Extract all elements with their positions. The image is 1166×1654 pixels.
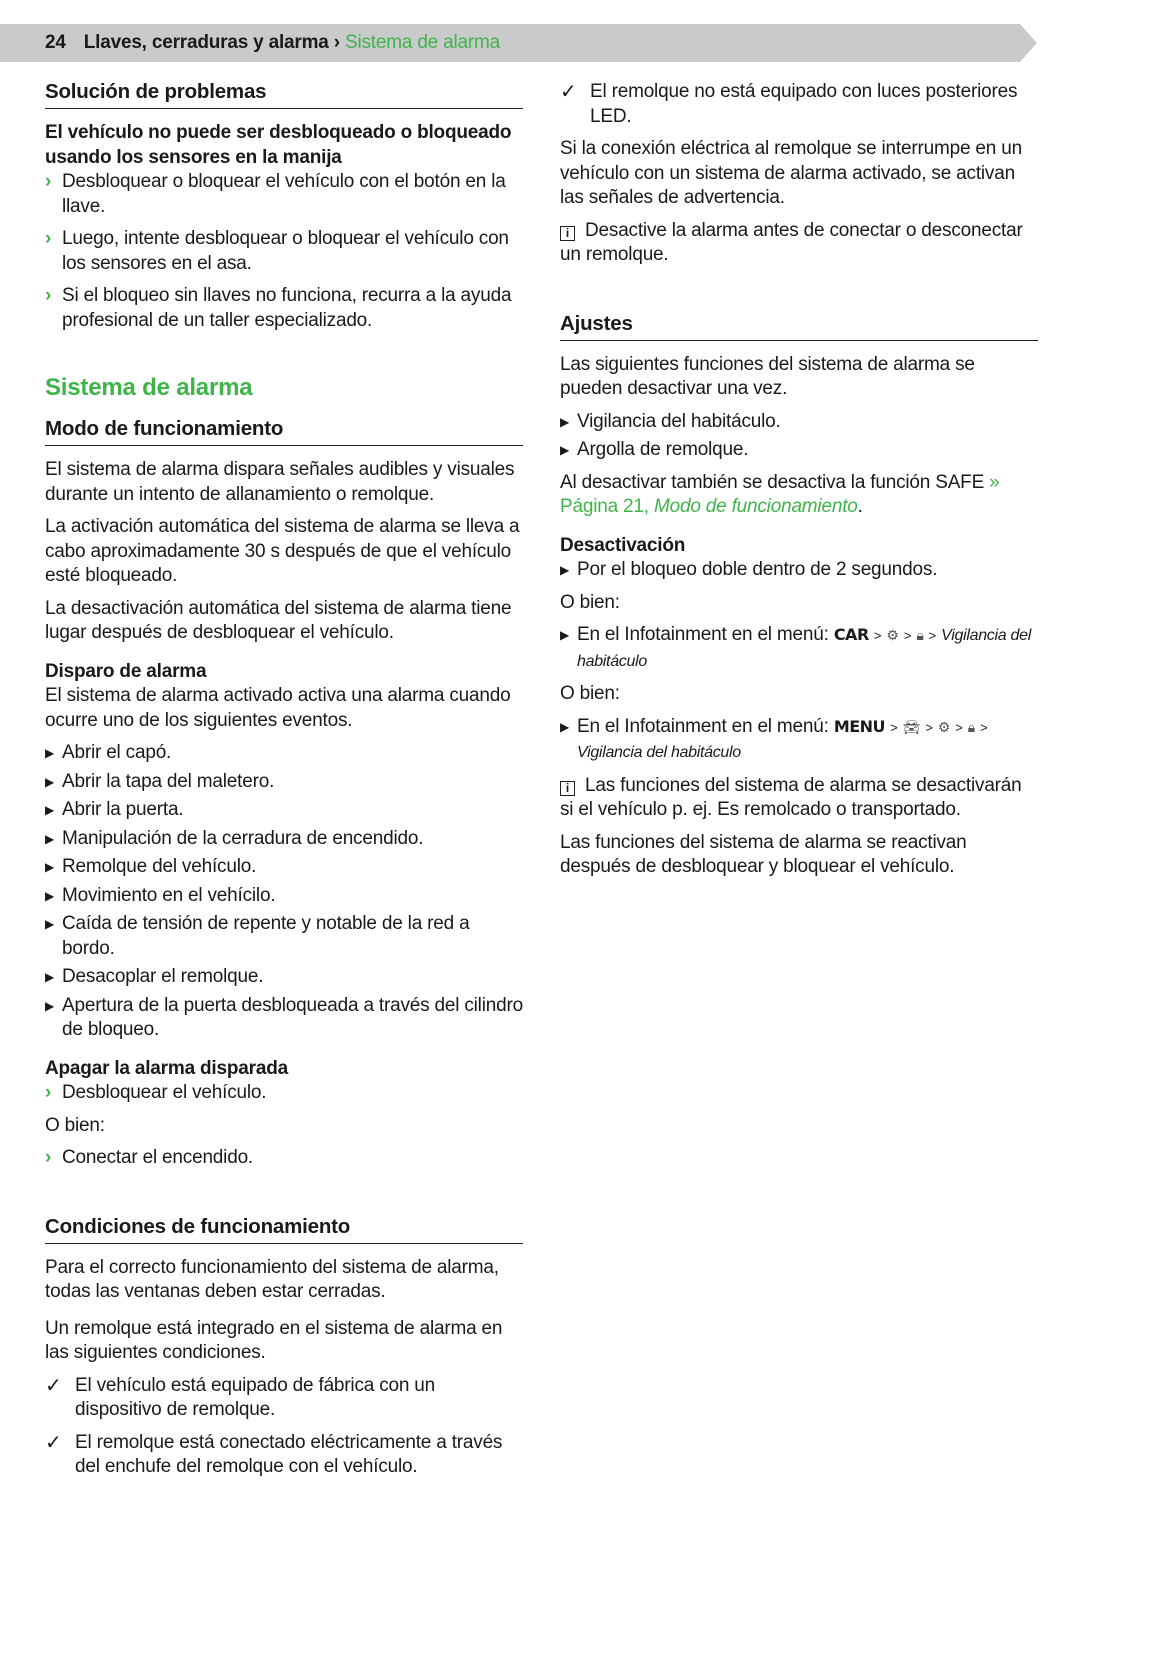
paragraph	[560, 471, 1038, 520]
triangle-bullet-icon: ▶	[45, 774, 55, 789]
path-separator: >	[980, 719, 988, 735]
item-text: Por el bloqueo doble dentro de 2 segundos.	[577, 559, 938, 580]
trigger-event-item	[45, 994, 523, 1043]
menu-intro: En el Infotainment en el menú:	[577, 624, 829, 645]
info-icon: i	[560, 781, 575, 796]
alarm-section-title: Sistema de alarma	[45, 374, 253, 401]
gear-icon: ⚙	[886, 627, 899, 643]
paragraph: El sistema de alarma dispara señales audibles y visuales durante un intento de allanamiento o remolque.	[45, 459, 515, 505]
check-icon: ✓	[45, 1431, 62, 1454]
menu-target: Vigilancia del habitáculo	[577, 627, 1031, 670]
breadcrumb-subsection: Sistema de alarma	[345, 32, 501, 53]
troubleshoot-subheading: El vehículo no puede ser desbloqueado o bloqueado usando los sensores en la manija	[45, 122, 512, 168]
menu-intro: En el Infotainment en el menú:	[577, 715, 829, 737]
event-text: Abrir la puerta.	[62, 799, 184, 820]
triangle-bullet-icon: ▶	[45, 970, 55, 984]
check-item	[560, 80, 1038, 129]
paragraph: Si la conexión eléctrica al remolque se interrumpe en un vehículo con un sistema de alarma activado, se activan las señales de advertencia.	[560, 138, 1022, 208]
check-text: El remolque no está equipado con luces posteriores LED.	[590, 81, 1018, 127]
triangle-bullet-icon: ▶	[45, 746, 55, 760]
step-text: Si el bloqueo sin llaves no funciona, recurra a la ayuda profesional de un taller especializado.	[62, 285, 512, 331]
trigger-heading: Disparo de alarma	[45, 660, 207, 682]
triangle-bullet-icon: ▶	[45, 888, 55, 903]
event-text: Desacoplar el remolque.	[62, 966, 264, 987]
menu-path-item	[560, 715, 1038, 766]
trigger-event-item	[45, 855, 523, 880]
menu-path-item	[560, 623, 1038, 674]
trigger-event-item	[45, 965, 523, 990]
header-arrow	[1020, 24, 1037, 62]
paragraph: Las funciones del sistema de alarma se reactivan después de desbloquear y bloquear el vehículo.	[560, 831, 967, 877]
path-separator: >	[890, 719, 898, 735]
alarm-off-heading: Apagar la alarma disparada	[45, 1057, 288, 1079]
check-item	[45, 1374, 523, 1423]
breadcrumb-section: Llaves, cerraduras y alarma	[83, 32, 329, 53]
mode-heading: Modo de funcionamiento	[45, 417, 523, 446]
paragraph: El sistema de alarma activado activa una alarma cuando ocurre uno de los siguientes eventos.	[45, 685, 511, 731]
list-item	[560, 410, 1038, 435]
path-separator: >	[955, 719, 963, 735]
triangle-bullet-icon: ▶	[45, 831, 55, 846]
menu-car: CAR	[833, 625, 869, 644]
trigger-event-item	[45, 741, 523, 766]
left-column	[45, 80, 523, 1480]
page-number: 24	[45, 32, 66, 53]
chevron-icon: ›	[45, 1147, 52, 1168]
trigger-event-list	[45, 741, 523, 1043]
or-text: O bien:	[45, 1114, 105, 1136]
triangle-bullet-icon: ▶	[45, 803, 55, 817]
breadcrumb-separator: ›	[333, 32, 340, 53]
or-text: O bien:	[560, 591, 620, 613]
conditions-heading: Condiciones de funcionamiento	[45, 1215, 523, 1244]
event-text: Manipulación de la cerradura de encendido.	[62, 827, 424, 849]
event-text: Abrir la tapa del maletero.	[62, 770, 275, 792]
breadcrumb	[45, 31, 500, 56]
chevron-icon: ›	[45, 171, 52, 192]
triangle-bullet-icon: ▶	[560, 443, 570, 457]
page-link-prefix[interactable]: » Página 21,	[560, 471, 1000, 517]
list-item	[45, 1146, 523, 1171]
chevron-icon: ›	[45, 228, 52, 249]
chevron-icon: ›	[45, 1082, 52, 1103]
car-icon: 🚘︎	[902, 718, 921, 735]
step-text: Desbloquear el vehículo.	[62, 1082, 267, 1103]
item-text: Vigilancia del habitáculo.	[577, 410, 781, 432]
info-note	[560, 219, 1038, 268]
path-separator: >	[873, 628, 882, 643]
triangle-bullet-icon: ▶	[45, 860, 55, 874]
chevron-icon: ›	[45, 285, 52, 306]
paragraph: La activación automática del sistema de alarma se lleva a cabo aproximadamente 30 s después de que el vehículo esté bloqueado.	[45, 516, 520, 586]
paragraph: Para el correcto funcionamiento del sistema de alarma, todas las ventanas deben estar cerradas.	[45, 1256, 499, 1302]
info-text: Desactive la alarma antes de conectar o desconectar un remolque.	[560, 219, 1023, 265]
check-text: El vehículo está equipado de fábrica con un dispositivo de remolque.	[75, 1374, 436, 1420]
triangle-bullet-icon: ▶	[560, 414, 570, 429]
paragraph: La desactivación automática del sistema de alarma tiene lugar después de desbloquear el vehículo.	[45, 597, 512, 643]
page-link-title[interactable]: Modo de funcionamiento	[653, 496, 858, 517]
list-item	[45, 284, 523, 333]
info-icon: i	[560, 226, 575, 241]
step-text: Luego, intente desbloquear o bloquear el vehículo con los sensores en el asa.	[62, 228, 509, 274]
info-text: Las funciones del sistema de alarma se desactivarán si el vehículo p. ej. Es remolcado o transportado.	[560, 774, 1022, 820]
check-icon: ✓	[560, 81, 577, 103]
menu-target: Vigilancia del habitáculo	[577, 744, 741, 761]
or-text: O bien:	[560, 683, 620, 704]
item-text: Argolla de remolque.	[577, 439, 749, 460]
trigger-event-item	[45, 770, 523, 795]
info-note	[560, 774, 1038, 823]
trigger-event-item	[45, 884, 523, 909]
path-separator: >	[903, 628, 912, 643]
list-item	[560, 438, 1038, 463]
paragraph: Las siguientes funciones del sistema de alarma se pueden desactivar una vez.	[560, 353, 975, 399]
step-text: Conectar el encendido.	[62, 1147, 254, 1168]
settings-heading: Ajustes	[560, 312, 1038, 341]
triangle-bullet-icon: ▶	[45, 917, 55, 931]
safe-text: Al desactivar también se desactiva la función SAFE	[560, 471, 985, 493]
period: .	[857, 496, 863, 517]
list-item	[45, 1081, 523, 1106]
menu-menu: MENU	[833, 716, 886, 736]
path-separator: >	[925, 719, 933, 735]
check-item	[45, 1431, 523, 1480]
triangle-bullet-icon: ▶	[560, 563, 570, 577]
event-text: Remolque del vehículo.	[62, 856, 257, 877]
check-text: El remolque está conectado eléctricamente a través del enchufe del remolque con el vehículo.	[75, 1431, 503, 1477]
event-text: Caída de tensión de repente y notable de la red a bordo.	[62, 913, 470, 959]
triangle-bullet-icon: ▶	[560, 628, 570, 642]
lock-icon: 🔒︎	[916, 627, 924, 643]
lock-icon: 🔒︎	[967, 718, 976, 735]
right-column	[560, 80, 1038, 880]
event-text: Movimiento en el vehícilo.	[62, 884, 276, 906]
trigger-event-item	[45, 798, 523, 823]
list-item	[560, 558, 1038, 583]
list-item	[45, 227, 523, 276]
deactivation-heading: Desactivación	[560, 534, 686, 556]
check-icon: ✓	[45, 1374, 62, 1397]
troubleshoot-heading: Solución de problemas	[45, 80, 523, 109]
triangle-bullet-icon: ▶	[560, 719, 570, 734]
trigger-event-item	[45, 912, 523, 961]
event-text: Apertura de la puerta desbloqueada a través del cilindro de bloqueo.	[62, 994, 523, 1040]
step-text: Desbloquear o bloquear el vehículo con el botón en la llave.	[62, 171, 506, 217]
gear-icon: ⚙	[937, 718, 951, 735]
triangle-bullet-icon: ▶	[45, 998, 55, 1013]
trigger-event-item	[45, 827, 523, 852]
list-item	[45, 170, 523, 219]
path-separator: >	[928, 628, 937, 643]
event-text: Abrir el capó.	[62, 742, 172, 763]
paragraph: Un remolque está integrado en el sistema de alarma en las siguientes condiciones.	[45, 1317, 503, 1363]
